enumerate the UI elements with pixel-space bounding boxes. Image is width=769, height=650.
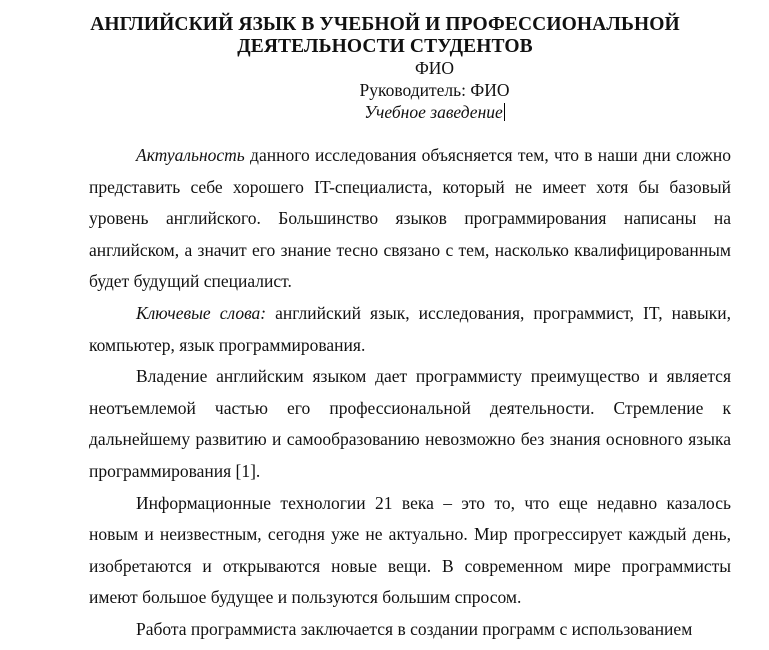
paragraph-5 (89, 614, 731, 646)
paragraph-relevance (89, 140, 731, 298)
paragraph-text: Работа программиста заключается в создании программ с использованием (136, 618, 693, 639)
paragraph-text: английский язык, исследования, программист, IT, навыки, компьютер, язык программирования. (89, 302, 731, 355)
paragraph-3 (89, 361, 731, 487)
paragraph-text: Информационные технологии 21 века – это то, что еще недавно казалось новым и неизвестным, сегодня уже не актуально. Мир прогрессирует каждый день, изобретаются и открываются новые вещи. В современном мире программисты имеют большое будущее и пользуются большим спросом. (89, 492, 731, 608)
paragraph-lead: Ключевые слова: (136, 302, 267, 323)
paragraph-keywords (89, 298, 731, 361)
paragraph-text: данного исследования объясняется тем, что в наши дни сложно представить себе хорошего IT-специалиста, который не имеет хотя бы базовый уровень английского. Большинство языков программирования написаны на английском, а значит его знание тесно связано с тем, насколько квалифицированным будет будущий специалист. (89, 145, 731, 292)
supervisor-name: Руководитель: ФИО (359, 80, 510, 100)
document-body[interactable] (89, 140, 731, 646)
institution-line[interactable] (0, 101, 769, 123)
paragraph-4 (89, 488, 731, 614)
title-line-2: ДЕЯТЕЛЬНОСТИ СТУДЕНТОВ (237, 36, 533, 57)
title-line-1: АНГЛИЙСКИЙ ЯЗЫК В УЧЕБНОЙ И ПРОФЕССИОНАЛЬНОЙ (90, 14, 680, 35)
paragraph-lead: Актуальность (136, 145, 245, 165)
institution-name: Учебное заведение (364, 102, 503, 122)
text-cursor (504, 103, 505, 121)
author-name: ФИО (414, 58, 455, 78)
document-title (60, 14, 710, 58)
paragraph-text: Владение английским языком дает программисту преимущество и является неотъемлемой частью его профессиональной деятельности. Стремление к дальнейшему развитию и самообразованию невозможно без знания основного языка программирования [1]. (89, 366, 731, 481)
